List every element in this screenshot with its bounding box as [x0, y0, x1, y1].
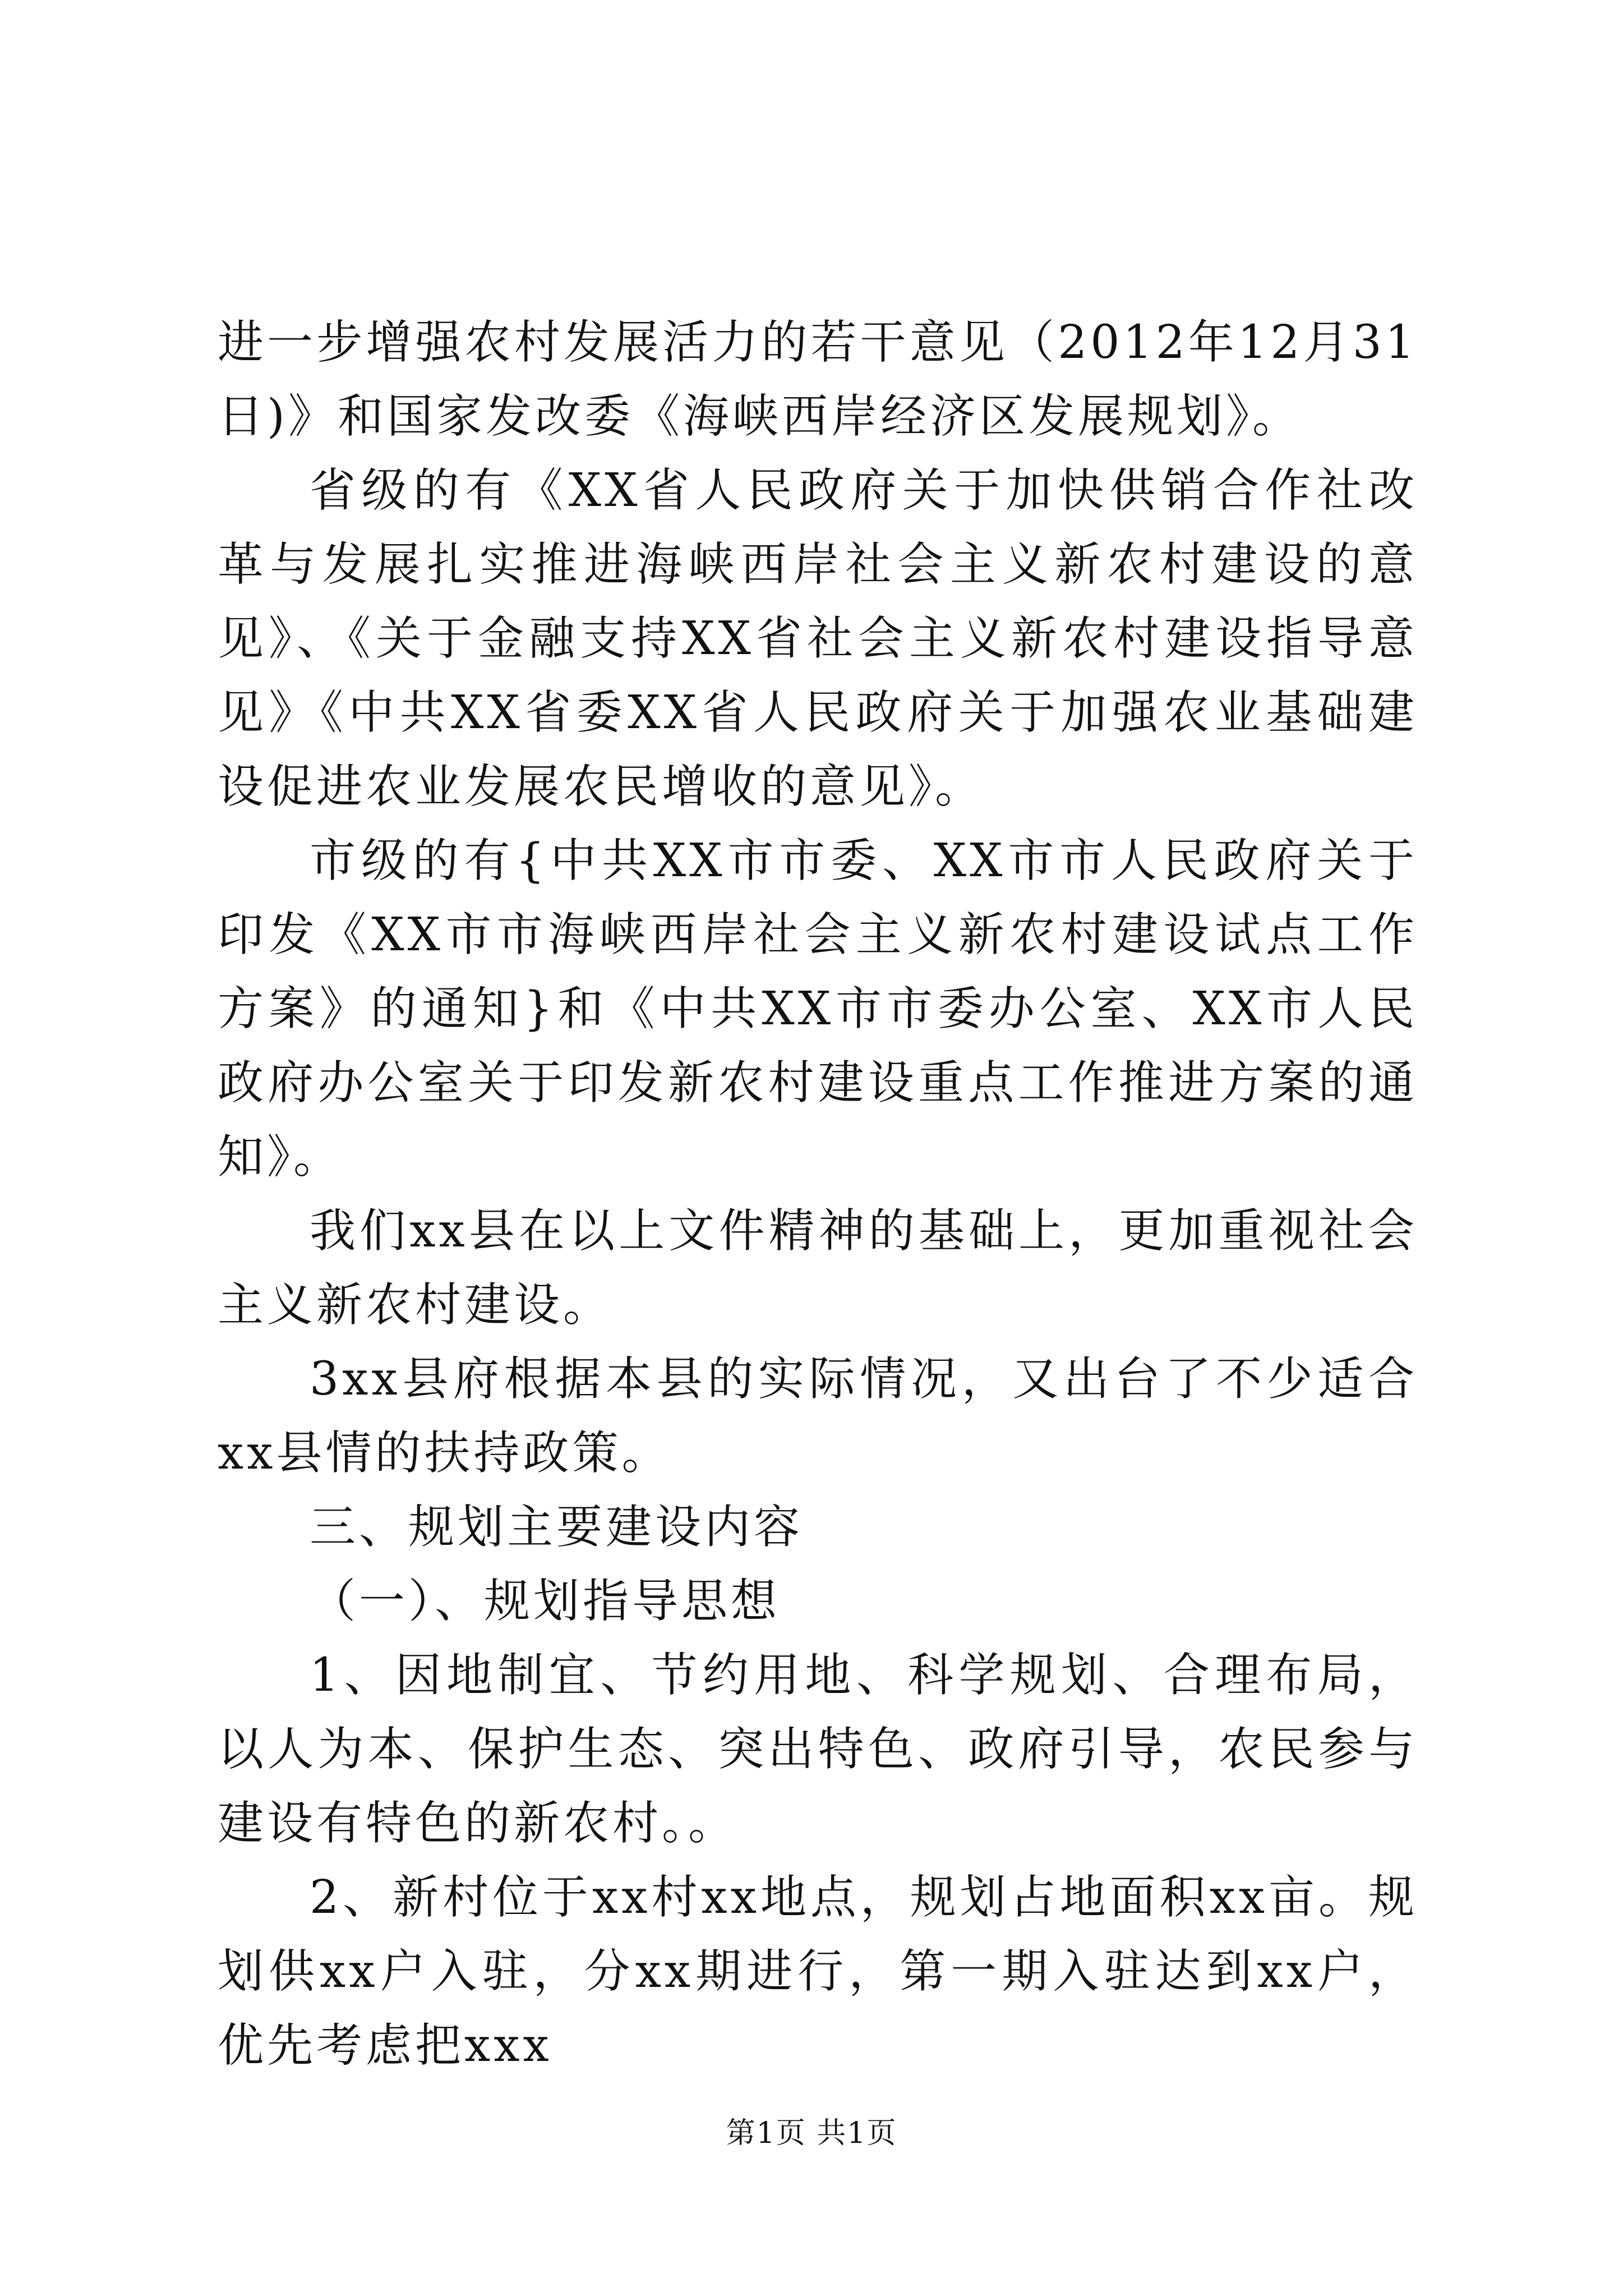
- document-body: [218, 306, 1418, 2083]
- subsection-heading-1: （一）、规划指导思想: [310, 1575, 781, 1628]
- paragraph-municipal-documents: 市级的有{中共XX市市委、XX市市人民政府关于印发《XX市市海峡西岸社会主义新农村建设试点工作方案》的通知}和《中共XX市市委办公室、XX市人民政府办公室关于印发新农村建设重点工作推进方案的通知》。: [218, 834, 1418, 1184]
- section-heading-3: 三、规划主要建设内容: [310, 1501, 804, 1554]
- list-item-1: 1、因地制宜、节约用地、科学规划、合理布局，以人为本、保护生态、突出特色、政府引导，农民参与建设有特色的新农村。。: [218, 1649, 1418, 1850]
- page-number-label: 第1页 共1页: [726, 2116, 897, 2150]
- paragraph-county-emphasis: 我们xx县在以上文件精神的基础上，更加重视社会主义新农村建设。: [218, 1204, 1418, 1332]
- paragraph-provincial-documents: 省级的有《XX省人民政府关于加快供销合作社改革与发展扎实推进海峡西岸社会主义新农村建设的意见》、《关于金融支持XX省社会主义新农村建设指导意见》《中共XX省委XX省人民政府关于加强农业基础建设促进农业发展农民增收的意见》。: [218, 464, 1418, 813]
- page-footer: [0, 2109, 1623, 2151]
- paragraph-continuation: 进一步增强农村发展活力的若干意见（2012年12月31日)》和国家发改委《海峡西岸经济区发展规划》。: [218, 316, 1418, 443]
- paragraph-county-policy: 3xx县府根据本县的实际情况，又出台了不少适合xx县情的扶持政策。: [218, 1352, 1418, 1480]
- list-item-2: 2、新村位于xx村xx地点，规划占地面积xx亩。规划供xx户入驻，分xx期进行，第一期入驻达到xx户，优先考虑把xxx: [218, 1871, 1418, 2072]
